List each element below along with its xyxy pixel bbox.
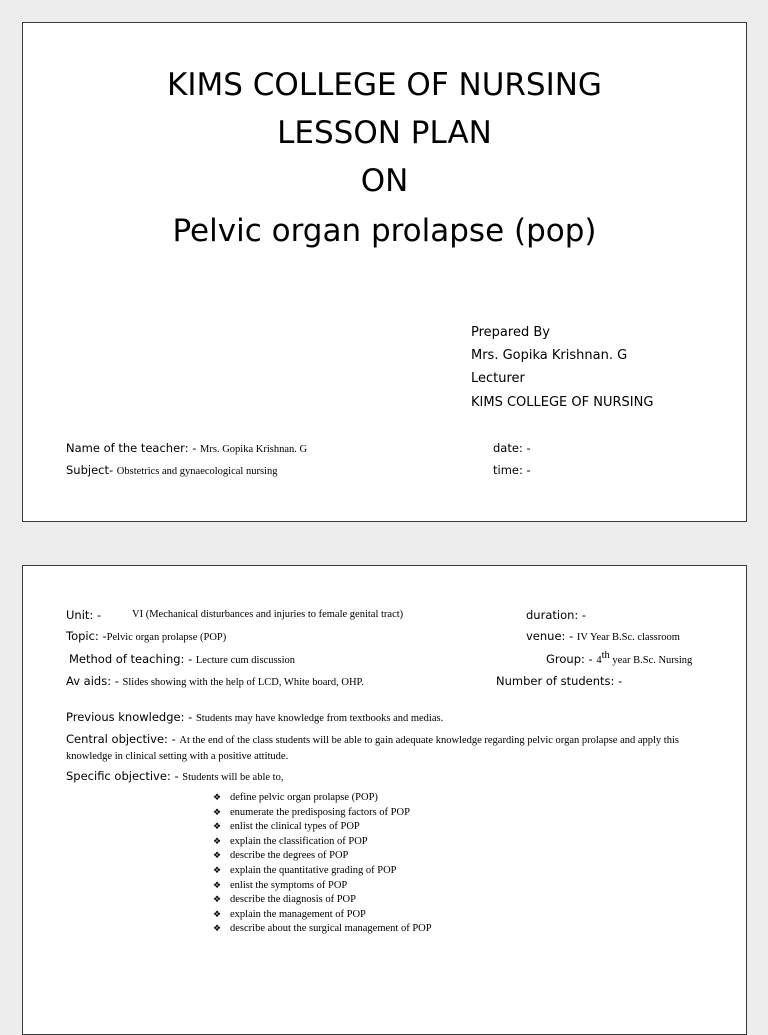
list-item xyxy=(213,806,432,821)
teacher-value: Mrs. Gopika Krishnan. G xyxy=(200,444,308,455)
diamond-bullet-icon: ❖ xyxy=(213,909,222,920)
cover-page xyxy=(22,22,747,522)
list-item xyxy=(213,908,432,923)
objective-text: describe about the surgical management of POP xyxy=(230,923,432,935)
method-row xyxy=(69,652,295,666)
objective-text: enlist the clinical types of POP xyxy=(230,821,360,833)
topic-label: Topic: - xyxy=(66,629,107,643)
list-item xyxy=(213,849,432,864)
prepared-by-name: Mrs. Gopika Krishnan. G xyxy=(471,348,628,363)
students-label: Number of students: - xyxy=(496,674,623,688)
diamond-bullet-icon: ❖ xyxy=(213,836,222,847)
objective-text: explain the classification of POP xyxy=(230,835,368,847)
central-objective-value: At the end of the class students will be able to gain adequate knowledge regarding pelvic organ prolapse and apply this knowledge in clinical setting with a positive attitude. xyxy=(66,735,679,762)
objective-text: describe the degrees of POP xyxy=(230,850,349,862)
objective-text: enlist the symptoms of POP xyxy=(230,879,348,891)
lesson-plan-heading: LESSON PLAN xyxy=(277,115,492,151)
unit-value: VI (Mechanical disturbances and injuries to female genital tract) xyxy=(132,609,404,620)
list-item xyxy=(213,893,432,908)
group-value-sup: th xyxy=(601,650,610,662)
teacher-label: Name of the teacher: - xyxy=(66,441,201,455)
time-label: time: - xyxy=(493,463,531,477)
prepared-by-institution: KIMS COLLEGE OF NURSING xyxy=(471,395,654,410)
college-title: KIMS COLLEGE OF NURSING xyxy=(167,67,602,103)
on-heading: ON xyxy=(360,163,409,199)
method-value: Lecture cum discussion xyxy=(195,655,296,666)
diamond-bullet-icon: ❖ xyxy=(213,924,222,935)
diamond-bullet-icon: ❖ xyxy=(213,807,222,818)
method-label: Method of teaching: - xyxy=(69,652,196,666)
subject-row xyxy=(66,463,277,477)
lesson-plan-page xyxy=(22,565,747,1035)
previous-knowledge-label: Previous knowledge: - xyxy=(66,710,196,724)
specific-objective-value: Students will be able to, xyxy=(182,772,284,783)
av-aids-label: Av aids: - xyxy=(66,674,123,688)
list-item xyxy=(213,791,432,806)
teacher-row xyxy=(66,441,307,455)
av-aids-row xyxy=(66,674,364,688)
topic-value: Pelvic organ prolapse (POP) xyxy=(106,632,227,643)
central-objective-label: Central objective: - xyxy=(66,732,180,746)
diamond-bullet-icon: ❖ xyxy=(213,880,222,891)
objective-text: explain the quantitative grading of POP xyxy=(230,864,397,876)
prepared-by-role: Lecturer xyxy=(471,371,525,386)
venue-label: venue: - xyxy=(526,629,577,643)
subject-value: Obstetrics and gynaecological nursing xyxy=(116,466,278,477)
group-row xyxy=(546,652,692,666)
objective-text: enumerate the predisposing factors of POP xyxy=(230,806,410,818)
list-item xyxy=(213,879,432,894)
objective-text: explain the management of POP xyxy=(230,908,366,920)
diamond-bullet-icon: ❖ xyxy=(213,822,222,833)
objective-text: describe the diagnosis of POP xyxy=(230,894,356,906)
unit-label: Unit: - xyxy=(66,608,102,622)
topic-row xyxy=(66,629,226,643)
list-item xyxy=(213,835,432,850)
topic-title: Pelvic organ prolapse (pop) xyxy=(172,213,597,249)
av-aids-value: Slides showing with the help of LCD, White board, OHP. xyxy=(122,677,364,688)
list-item xyxy=(213,922,432,937)
diamond-bullet-icon: ❖ xyxy=(213,865,222,876)
prepared-by-label: Prepared By xyxy=(471,325,550,340)
diamond-bullet-icon: ❖ xyxy=(213,895,222,906)
group-value-rest: year B.Sc. Nursing xyxy=(609,655,693,666)
venue-row xyxy=(526,629,680,643)
previous-knowledge xyxy=(66,710,711,726)
subject-label: Subject- xyxy=(66,463,117,477)
group-value-num: 4 xyxy=(596,655,602,666)
previous-knowledge-value: Students may have knowledge from textbooks and medias. xyxy=(195,713,444,724)
central-objective xyxy=(66,732,711,764)
diamond-bullet-icon: ❖ xyxy=(213,851,222,862)
specific-objective-label: Specific objective: - xyxy=(66,769,183,783)
duration-label: duration: - xyxy=(526,608,587,622)
venue-value: IV Year B.Sc. classroom xyxy=(576,632,680,643)
date-label: date: - xyxy=(493,441,531,455)
objectives-list xyxy=(213,791,432,937)
group-label: Group: - xyxy=(546,652,597,666)
list-item xyxy=(213,820,432,835)
list-item xyxy=(213,864,432,879)
diamond-bullet-icon: ❖ xyxy=(213,793,222,803)
specific-objective xyxy=(66,769,711,785)
objective-text: define pelvic organ prolapse (POP) xyxy=(230,792,378,803)
